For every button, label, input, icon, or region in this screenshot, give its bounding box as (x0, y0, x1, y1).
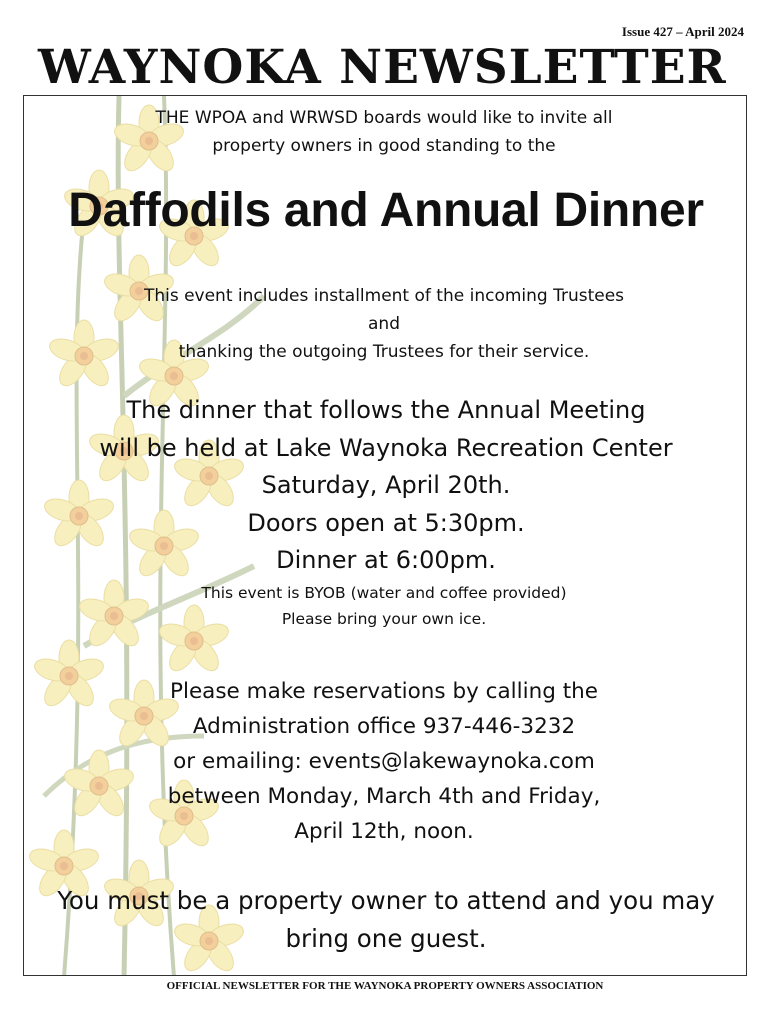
reservation-line: Please make reservations by calling the (170, 679, 598, 704)
reservation-line: or emailing: events@lakewaynoka.com (173, 749, 595, 774)
byob-line: Please bring your own ice. (281, 610, 487, 628)
invite-line: property owners in good standing to the (212, 136, 556, 156)
footer-text: OFFICIAL NEWSLETTER FOR THE WAYNOKA PROPERTY OWNERS ASSOCIATION (166, 980, 604, 992)
dinner-details (34, 392, 738, 580)
reservation-info (64, 674, 704, 849)
requirement-line: You must be a property owner to attend and you may (57, 886, 715, 915)
issue-label: Issue 427 – April 2024 (621, 24, 744, 39)
masthead-title: WAYNOKA NEWSLETTER (38, 40, 727, 95)
byob-note (124, 580, 644, 632)
reservation-line: between Monday, March 4th and Friday, (167, 784, 601, 809)
byob-line: This event is BYOB (water and coffee provided) (201, 584, 567, 602)
reservation-line: Administration office 937-446-3232 (192, 714, 576, 739)
includes-text (84, 282, 684, 366)
invite-line: THE WPOA and WRWSD boards would like to invite all (155, 108, 613, 128)
details-line: will be held at Lake Waynoka Recreation Center (99, 433, 673, 462)
details-line: Saturday, April 20th. (261, 471, 511, 499)
invite-text (84, 104, 684, 160)
event-title: Daffodils and Annual Dinner (68, 184, 704, 237)
attendance-requirement (34, 882, 738, 958)
reservation-line: April 12th, noon. (294, 819, 474, 844)
includes-line: This event includes installment of the incoming Trustees (143, 286, 625, 306)
details-line: The dinner that follows the Annual Meeting (126, 396, 646, 424)
details-line: Dinner at 6:00pm. (276, 546, 496, 574)
details-line: Doors open at 5:30pm. (247, 508, 525, 537)
requirement-line: bring one guest. (285, 924, 487, 953)
includes-line: and (368, 314, 400, 334)
includes-line: thanking the outgoing Trustees for their service. (178, 342, 590, 362)
flyer-frame (23, 95, 747, 976)
